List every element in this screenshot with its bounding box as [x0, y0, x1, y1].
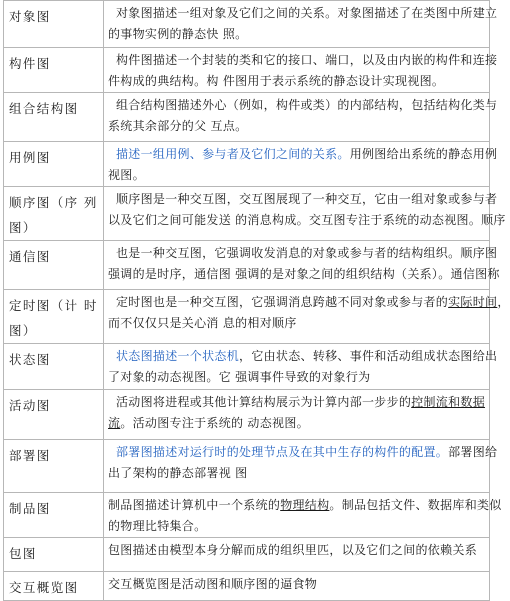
table-row [4, 572, 490, 601]
diagram-name: 制品图 [9, 501, 51, 516]
description-text: 定时图也是一种交互图，它强调消息跨越不同对象或参与者的 [116, 295, 449, 309]
description-text: 包图描述由模型本身分解而成的组织里匹，以及它们之间的依赖关系 [108, 543, 478, 557]
diagram-name: 状态图 [9, 352, 51, 367]
table-row [4, 241, 490, 290]
description-text: 对象图描述一组对象及它们之间的关系。对象图描述了在类图中所建立 [116, 6, 498, 20]
table-row [4, 390, 490, 440]
table-row [4, 344, 490, 390]
diagram-description-cell [104, 440, 498, 493]
description-text: 的事物实例的静态快 照。 [108, 27, 248, 41]
description-text: 。制品包括文件、数据库和类似 [329, 498, 502, 512]
diagram-name-cell [4, 572, 104, 601]
diagram-name: 组合结构图 [9, 101, 79, 116]
description-text: 制品图描述计算机中一个系统的 [108, 498, 281, 512]
diagram-name-cell [4, 390, 104, 440]
table-row [4, 538, 490, 572]
description-text: 也是一种交互图，它强调收发消息的对象或参与者的结构组织。顺序图 [116, 246, 498, 260]
description-line [108, 292, 510, 313]
diagram-name-cell [4, 440, 104, 493]
diagram-name-cell [4, 241, 104, 290]
diagram-name: 用例图 [9, 150, 51, 165]
diagram-name: 通信图 [9, 249, 51, 264]
description-line [108, 116, 489, 137]
description-line [108, 540, 489, 561]
diagram-description-cell [104, 187, 506, 241]
table-row [4, 290, 490, 344]
description-text: 以及它们之间可能发送 的消息构成。交互图专注于系统的动态视图。顺序 [108, 213, 506, 227]
description-line [108, 367, 489, 388]
underlined-text: 实际时间 [448, 295, 498, 309]
description-line [108, 189, 498, 210]
table-row [4, 493, 490, 538]
description-line [108, 144, 498, 165]
description-line [108, 516, 489, 537]
table-row [4, 187, 490, 241]
table-row [4, 142, 490, 187]
diagram-description-cell [104, 1, 498, 48]
description-line [108, 463, 489, 484]
description-text: 用例图给出系统的静态用例 [349, 147, 498, 161]
underlined-text: 控制流和数据 [411, 395, 486, 409]
diagram-description-cell [104, 493, 502, 538]
description-line [108, 50, 498, 71]
description-text: 系统其余部分的父 互点。 [108, 119, 248, 133]
description-text: ，它由状态、转移、事件和活动组成状态图给出 [239, 349, 498, 363]
description-line [108, 71, 489, 92]
diagram-description-cell [104, 241, 500, 290]
underlined-text: 流 [108, 416, 121, 430]
diagram-name: 对象图 [9, 9, 51, 24]
description-line [108, 3, 498, 24]
table-body [4, 1, 510, 601]
table-row [4, 93, 490, 142]
description-line [108, 413, 489, 434]
description-text: 组合结构图描述外心（例如，构件或类）的内部结构，包括结构化类与 [116, 98, 498, 112]
highlighted-text: 描述一组用例、参与者及它们之间的关系。 [116, 147, 350, 161]
description-line [108, 346, 498, 367]
diagram-name: 定时图（计 时图） [9, 298, 98, 338]
description-text: 视图。 [108, 168, 145, 182]
description-text: 交互概览图是活动图和顺序图的逼食物 [108, 577, 318, 591]
diagram-description-cell [104, 93, 498, 142]
diagram-name: 部署图 [9, 448, 51, 463]
diagram-name-cell [4, 538, 104, 572]
diagram-name: 包图 [9, 546, 37, 561]
description-line [108, 442, 498, 463]
diagram-name-cell [4, 344, 104, 390]
diagram-name: 构件图 [9, 56, 51, 71]
description-text: 的物理比特集合。 [108, 519, 207, 533]
description-line [108, 574, 489, 595]
description-text: 出了架构的静态部署视 图 [108, 466, 248, 480]
description-line [108, 313, 489, 334]
description-text: 构件图描述一个封装的类和它的接口、端口，以及由内嵌的构件和连接 [116, 53, 498, 67]
description-text: 了对象的动态视图。它 强调事件导致的对象行为 [108, 370, 371, 384]
diagram-description-cell [104, 344, 498, 390]
diagram-name-cell [4, 290, 104, 344]
table-row [4, 440, 490, 493]
diagram-name: 交互概览图 [9, 580, 79, 595]
diagram-name-cell [4, 48, 104, 93]
diagram-description-cell [104, 572, 490, 601]
diagram-name-cell [4, 493, 104, 538]
diagram-name-cell [4, 187, 104, 241]
description-line [108, 392, 489, 413]
description-text: 强调的是时序，通信图 强调的是对象之间的组织结构（关系）。通信图称 [108, 267, 500, 281]
diagram-description-cell [104, 390, 490, 440]
description-line [108, 264, 500, 285]
highlighted-text: 部署图描述对运行时的处理节点及在其中生存的构件的配置。 [116, 445, 449, 459]
description-text: 件构成的典结构。构 件图用于表示系统的静态设计实现视图。 [108, 74, 445, 88]
underlined-text: 物理结构 [280, 498, 330, 512]
description-text: 而不仅仅只是关心消 息的相对顺序 [108, 316, 297, 330]
description-text: 部署图给 [448, 445, 498, 459]
description-line [108, 210, 506, 231]
diagram-description-cell [104, 538, 490, 572]
diagram-name: 活动图 [9, 398, 51, 413]
diagram-description-cell [104, 142, 498, 187]
table-row [4, 1, 490, 48]
diagram-name: 顺序图（序 列图） [9, 195, 98, 235]
description-text: 。活动图专注于系统的 动态视图。 [120, 416, 309, 430]
table-row [4, 48, 490, 93]
diagram-name-cell [4, 142, 104, 187]
description-line [108, 95, 498, 116]
highlighted-text: 状态图描述一个状态机 [116, 349, 240, 363]
diagram-name-cell [4, 1, 104, 48]
description-text: 活动图将进程或其他计算结构展示为计算内部一步步的 [116, 395, 412, 409]
description-text: ， [497, 295, 510, 309]
description-line [108, 495, 502, 516]
description-line [108, 243, 498, 264]
description-line [108, 24, 489, 45]
description-line [108, 165, 489, 186]
diagram-description-cell [104, 290, 510, 344]
uml-diagram-table [3, 0, 510, 601]
description-text: 顺序图是一种交互图，交互图展现了一种交互，它由一组对象或参与者 [116, 192, 498, 206]
diagram-description-cell [104, 48, 498, 93]
diagram-name-cell [4, 93, 104, 142]
